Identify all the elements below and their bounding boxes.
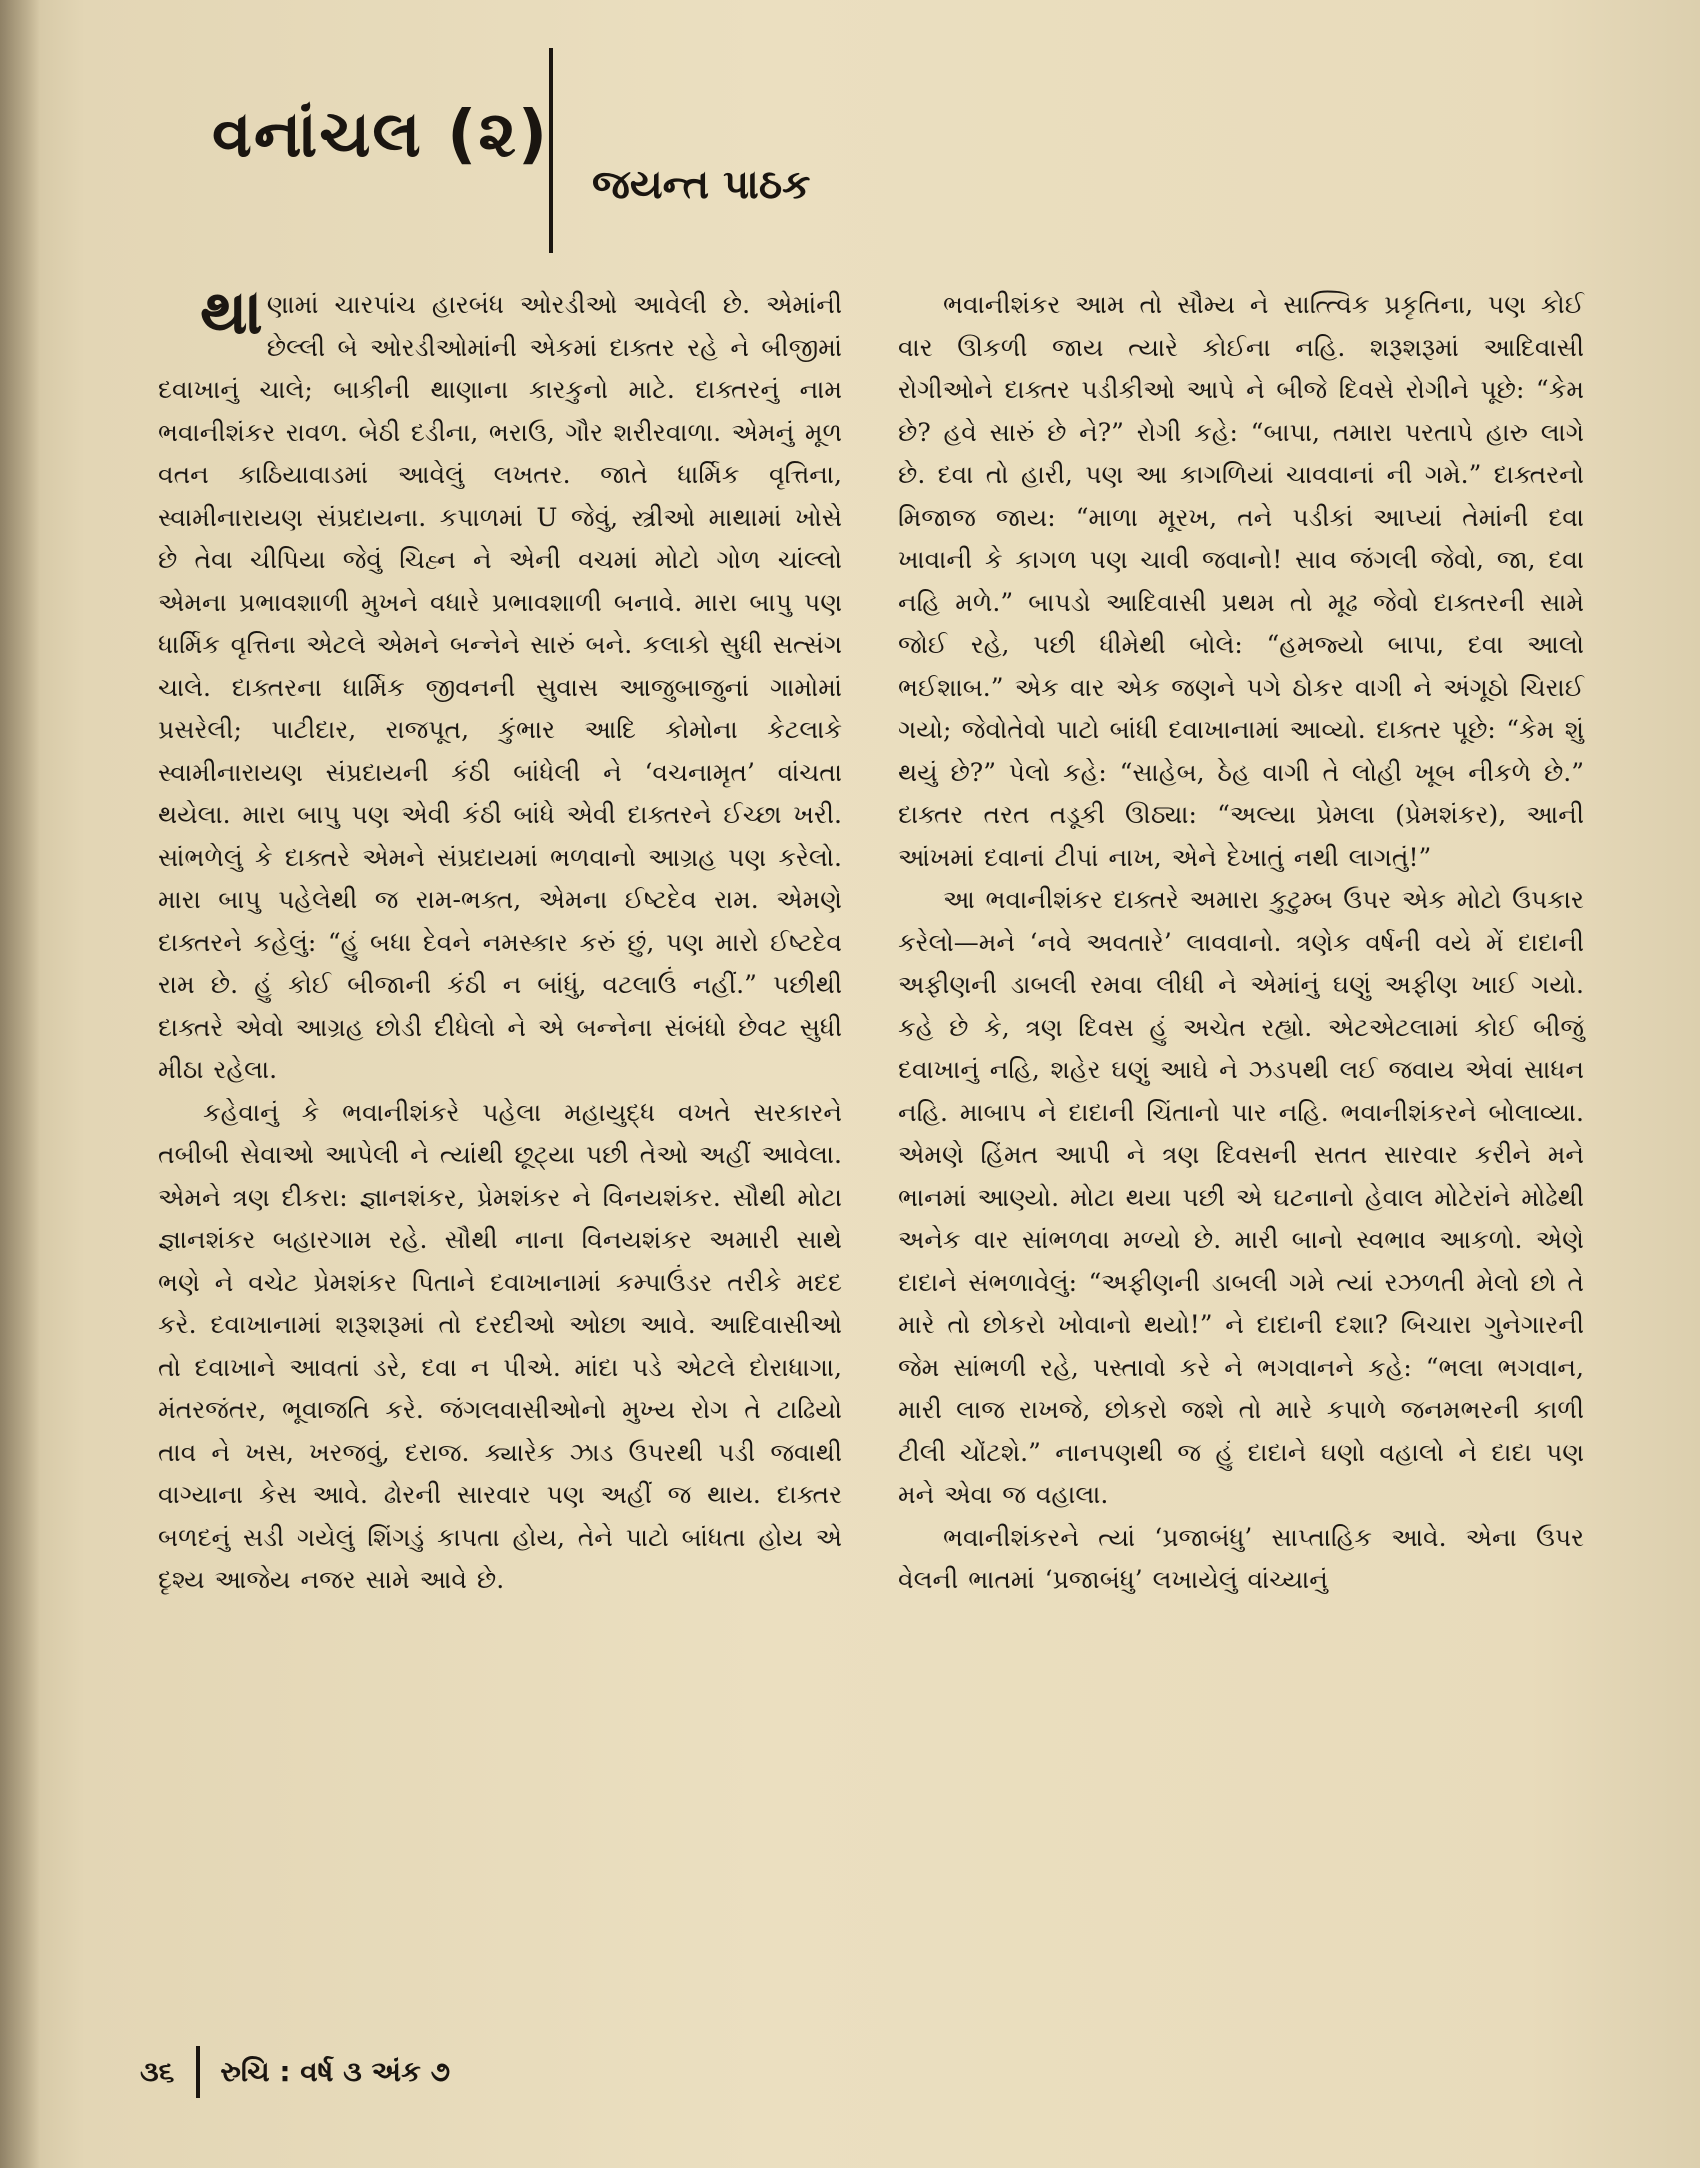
right-column — [898, 284, 1584, 1602]
journal-issue: રુચિ : વર્ષ ૩ અંક ૭ — [220, 2055, 451, 2088]
drop-cap: થા — [200, 275, 263, 348]
left-column — [158, 275, 842, 1602]
paragraph: ભવાનીશંકરને ત્યાં ‘પ્રજાબંધુ’ સાપ્તાહિક આવે. એના ઉપર વેલની ભાતમાં ‘પ્રજાબંધુ’ લખાયેલું વાંચ્યાનું — [898, 1522, 1584, 1594]
article-title: વનાંચલ (૨) — [212, 98, 550, 172]
page-spine-shadow — [0, 0, 40, 2168]
title-divider — [549, 48, 553, 253]
page-footer — [140, 2046, 450, 2098]
paragraph: કહેવાનું કે ભવાનીશંકરે પહેલા મહાયુદ્ધ વખતે સરકારને તબીબી સેવાઓ આપેલી ને ત્યાંથી છૂટ્યા પછી તેઓ અહીં આવેલા. એમને ત્રણ દીકરા: જ્ઞાનશંકર, પ્રેમશંકર ને વિનયશંકર. સૌથી મોટા જ્ઞાનશંકર બહારગામ રહે. સૌથી નાના વિનયશંકર અમારી સાથે ભણે ને વચેટ પ્રેમશંકર પિતાને દવાખાનામાં કમ્પાઉંડર તરીકે મદદ કરે. દવાખાનામાં શરૂશરૂમાં તો દરદીઓ ઓછા આવે. આદિવાસીઓ તો દવાખાને આવતાં ડરે, દવા ન પીએ. માંદા પડે એટલે દોરાધાગા, મંતરજંતર, ભૂવાજતિ કરે. જંગલવાસીઓનો મુખ્ય રોગ તે ટાઢિયો તાવ ને ખસ, ખરજવું, દરાજ. ક્યારેક ઝાડ ઉપરથી પડી જવાથી વાગ્યાના કેસ આવે. ઢોરની સારવાર પણ અહીં જ થાય. દાક્તર બળદનું સડી ગયેલું શિંગડું કાપતા હોય, તેને પાટો બાંધતા હોય એ દૃશ્ય આજેય નજર સામે આવે છે. — [158, 1097, 842, 1594]
paragraph: ભવાનીશંકર આમ તો સૌમ્ય ને સાત્ત્વિક પ્રકૃતિના, પણ કોઈ વાર ઊકળી જાય ત્યારે કોઈના નહિ. શરૂશરૂમાં આદિવાસી રોગીઓને દાક્તર પડીકીઓ આપે ને બીજે દિવસે રોગીને પૂછે: “કેમ છે? હવે સારું છે ને?” રોગી કહે: “બાપા, તમારા પરતાપે હારુ લાગે છે. દવા તો હારી, પણ આ કાગળિયાં ચાવવાનાં ની ગમે.” દાક્તરનો મિજાજ જાય: “માળા મૂરખ, તને પડીકાં આપ્યાં તેમાંની દવા ખાવાની કે કાગળ પણ ચાવી જવાનો! સાવ જંગલી જેવો, જા, દવા નહિ મળે.” બાપડો આદિવાસી પ્રથમ તો મૂઢ જેવો દાક્તરની સામે જોઈ રહે, પછી ધીમેથી બોલે: “હમજ્યો બાપા, દવા આલો ભઈશાબ.” એક વાર એક જણને પગે ઠોકર વાગી ને અંગૂઠો ચિરાઈ ગયો; જેવોતેવો પાટો બાંધી દવાખાનામાં આવ્યો. દાક્તર પૂછે: “કેમ શું થયું છે?” પેલો કહે: “સાહેબ, ઠેહ વાગી તે લોહી ખૂબ નીકળે છે.” દાક્તર તરત તડૂકી ઊઠ્યા: “અલ્યા પ્રેમલા (પ્રેમશંકર), આની આંખમાં દવાનાં ટીપાં નાખ, એને દેખાતું નથી લાગતું!” — [898, 290, 1584, 872]
article-author: જયન્ત પાઠક — [592, 162, 811, 208]
paragraph-text: ણામાં ચારપાંચ હારબંધ ઓરડીઓ આવેલી છે. એમાંની છેલ્લી બે ઓરડીઓમાંની એકમાં દાક્તર રહે ને બીજીમાં દવાખાનું ચાલે; બાકીની થાણાના કારકુનો માટે. દાક્તરનું નામ ભવાનીશંકર રાવળ. બેઠી દડીના, ભરાઉ, ગૌર શરીરવાળા. એમનું મૂળ વતન કાઠિયાવાડમાં આવેલું લખતર. જાતે ધાર્મિક વૃત્તિના, સ્વામીનારાયણ સંપ્રદાયના. કપાળમાં U જેવું, સ્ત્રીઓ માથામાં ખોસે છે તેવા ચીપિયા જેવું ચિહ્ન ને એની વચમાં મોટો ગોળ ચાંલ્લો એમના પ્રભાવશાળી મુખને વધારે પ્રભાવશાળી બનાવે. મારા બાપુ પણ ધાર્મિક વૃત્તિના એટલે એમને બન્નેને સારું બને. કલાકો સુધી સત્સંગ ચાલે. દાક્તરના ધાર્મિક જીવનની સુવાસ આજુબાજુનાં ગામોમાં પ્રસરેલી; પાટીદાર, રાજપૂત, કુંભાર આદિ કોમોના કેટલાકે સ્વામીનારાયણ સંપ્રદાયની કંઠી બાંધેલી ને ‘વચનામૃત’ વાંચતા થયેલા. મારા બાપુ પણ એવી કંઠી બાંધે એવી દાક્તરને ઈચ્છા ખરી. સાંભળેલું કે દાક્તરે એમને સંપ્રદાયમાં ભળવાનો આગ્રહ પણ કરેલો. મારા બાપુ પહેલેથી જ રામ-ભક્ત, એમના ઈષ્ટદેવ રામ. એમણે દાક્તરને કહેલું: “હું બધા દેવને નમસ્કાર કરું છું, પણ મારો ઈષ્ટદેવ રામ છે. હું કોઈ બીજાની કંઠી ન બાંધું, વટલાઉં નહીં.” પછીથી દાક્તરે એવો આગ્રહ છોડી દીધેલો ને એ બન્નેના સંબંધો છેવટ સુધી મીઠા રહેલા. — [158, 290, 842, 1084]
paragraph — [158, 275, 842, 1092]
paragraph: આ ભવાનીશંકર દાક્તરે અમારા કુટુમ્બ ઉપર એક મોટો ઉપકાર કરેલો—મને ‘નવે અવતારે’ લાવવાનો. ત્રણેક વર્ષની વયે મેં દાદાની અફીણની ડાબલી રમવા લીધી ને એમાંનું ઘણું અફીણ ખાઈ ગયો. કહે છે કે, ત્રણ દિવસ હું અચેત રહ્યો. એટએટલામાં કોઈ બીજું દવાખાનું નહિ, શહેર ઘણું આઘે ને ઝડપથી લઈ જવાય એવાં સાધન નહિ. માબાપ ને દાદાની ચિંતાનો પાર નહિ. ભવાનીશંકરને બોલાવ્યા. એમણે હિંમત આપી ને ત્રણ દિવસની સતત સારવાર કરીને મને ભાનમાં આણ્યો. મોટા થયા પછી એ ઘટનાનો હેવાલ મોટેરાંને મોઢેથી અનેક વાર સાંભળવા મળ્યો છે. મારી બાનો સ્વભાવ આકળો. એણે દાદાને સંભળાવેલું: “અફીણની ડાબલી ગમે ત્યાં રઝળતી મેલો છો તે મારે તો છોકરો ખોવાનો થયો!” ને દાદાની દશા? બિચારા ગુનેગારની જેમ સાંભળી રહે, પસ્તાવો કરે ને ભગવાનને કહે: “ભલા ભગવાન, મારી લાજ રાખજે, છોકરો જશે તો મારે કપાળે જનમભરની કાળી ટીલી ચોંટશે.” નાનપણથી જ હું દાદાને ઘણો વહાલો ને દાદા પણ મને એવા જ વહાલા. — [898, 885, 1584, 1509]
page-number: ૩૬ — [140, 2055, 175, 2088]
footer-divider — [196, 2046, 200, 2098]
